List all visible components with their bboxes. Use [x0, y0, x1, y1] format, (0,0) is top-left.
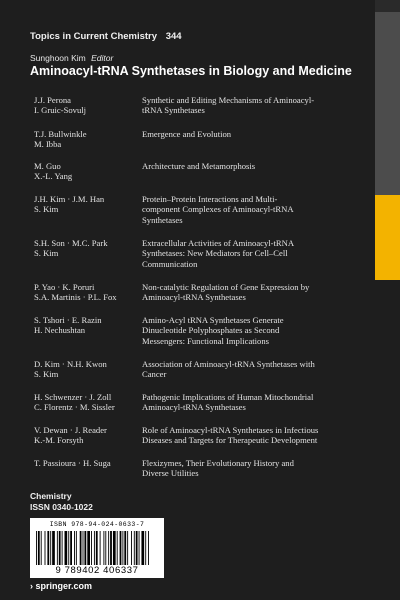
chapter-title-line: Pathogenic Implications of Human Mitochondrial [142, 392, 314, 402]
entry-chapter-title [142, 129, 364, 139]
barcode-bar [45, 531, 46, 565]
barcode-bar [83, 531, 84, 565]
entry-authors [34, 359, 139, 380]
barcode-bar [108, 531, 109, 565]
entry-authors [34, 282, 139, 303]
barcode-bar [91, 531, 92, 565]
barcode-bar [59, 531, 61, 565]
entry-authors [34, 95, 139, 116]
subject-label: Chemistry [30, 491, 72, 501]
barcode-bar [87, 531, 90, 565]
series-line [30, 31, 188, 42]
author-line: J.J. Perona [34, 95, 71, 105]
barcode-bar [94, 531, 95, 565]
author-line: D. Kim · N.H. Kwon [34, 359, 107, 369]
entry-authors [34, 425, 139, 446]
barcode-bar [139, 531, 140, 565]
author-line: T.J. Bullwinkle [34, 129, 87, 139]
barcode-bar [38, 531, 40, 565]
barcode-bar [70, 531, 72, 565]
entry-chapter-title [142, 425, 364, 446]
author-line: S. Kim [34, 248, 59, 259]
entry-chapter-title [142, 458, 364, 479]
author-line: S. Tshori · E. Razin [34, 315, 102, 325]
series-volume: 344 [165, 31, 182, 42]
barcode-bar [120, 531, 122, 565]
chapter-title-line: Cancer [142, 369, 167, 380]
author-line: P. Yao · K. Poruri [34, 282, 95, 292]
entry-chapter-title [142, 194, 364, 225]
author-line: X.-L. Yang [34, 171, 73, 182]
barcode-bar [103, 531, 104, 565]
chapter-title-line: Aminoacyl-tRNA Synthetases [142, 292, 246, 303]
barcode-bar [117, 531, 118, 565]
chapter-title-line: Synthetic and Editing Mechanisms of Aminoacyl- [142, 95, 315, 105]
entry-chapter-title [142, 392, 364, 413]
author-line: K.-M. Forsyth [34, 435, 84, 446]
chapter-title-line: Protein–Protein Interactions and Multi- [142, 194, 278, 204]
isbn-label: ISBN 978-94-024-0633-7 [49, 521, 145, 528]
editor-role: Editor [91, 53, 114, 63]
chapter-title-line: Communication [142, 258, 198, 269]
chapter-title-line: Aminoacyl-tRNA Synthetases [142, 402, 246, 413]
chapter-title-line: Messengers: Functional Implications [142, 335, 269, 346]
barcode-bar [65, 531, 68, 565]
chapter-title-line: Association of Aminoacyl-tRNA Synthetases with [142, 359, 315, 369]
entry-chapter-title [142, 238, 364, 269]
barcode-bar [57, 531, 58, 565]
series-name: Topics in Current Chemistry [30, 31, 158, 42]
barcode-bar [84, 531, 86, 565]
author-line: V. Dewan · J. Reader [34, 425, 107, 435]
website-link[interactable]: › springer.com [30, 581, 93, 591]
editor-name: Sunghoon Kim [30, 53, 86, 63]
chapter-title-line: Dinucleotide Polyphosphates as Second [142, 325, 280, 336]
barcode-bar [113, 531, 116, 565]
barcode-bar [36, 531, 37, 565]
barcode-bar [52, 531, 55, 565]
author-line: T. Passioura · H. Suga [34, 458, 111, 468]
chapter-title-line: Flexizymes, Their Evolutionary History and [142, 458, 294, 468]
chapter-title-line: Diseases and Targets for Therapeutic Development [142, 435, 318, 446]
barcode-bar [134, 531, 135, 565]
entry-chapter-title [142, 315, 364, 346]
entry-authors [34, 315, 139, 336]
entry-authors [34, 161, 139, 182]
chapter-title-line: Architecture and Metamorphosis [142, 161, 256, 171]
chapter-title-line: Role of Aminoacyl-tRNA Synthetases in Infectious [142, 425, 319, 435]
author-line: C. Florentz · M. Sissler [34, 402, 115, 413]
author-line: I. Gruic-Sovulj [34, 105, 87, 116]
chapter-title-line: Synthetases [142, 214, 183, 225]
barcode-digits: 9 789402 406337 [55, 565, 139, 576]
barcode-bar [148, 531, 149, 565]
author-line: S. Kim [34, 204, 59, 215]
author-line: J.H. Kim · J.M. Han [34, 194, 105, 204]
barcode-bar [110, 531, 112, 565]
author-line: M. Guo [34, 161, 61, 171]
chapter-title-line: Synthetases: New Mediators for Cell–Cell [142, 248, 288, 259]
chapter-title-line: Emergence and Evolution [142, 129, 232, 139]
editor-line [30, 53, 113, 63]
spine-stripe-bottom [375, 280, 400, 600]
entry-authors [34, 194, 139, 215]
author-line: S.H. Son · M.C. Park [34, 238, 108, 248]
barcode-bar [96, 531, 98, 565]
barcode-bar [100, 531, 101, 565]
chapter-title-line: Non-catalytic Regulation of Gene Expression by [142, 282, 310, 292]
entry-authors [34, 458, 139, 468]
spine-stripe-top [375, 0, 400, 12]
author-line: H. Schwenzer · J. Zoll [34, 392, 112, 402]
barcode-bar [127, 531, 128, 565]
barcode-bar [80, 531, 82, 565]
author-line: M. Ibba [34, 139, 62, 150]
chapter-title-line: Extracellular Activities of Aminoacyl-tRNA [142, 238, 295, 248]
chapter-title-line: tRNA Synthetases [142, 105, 205, 116]
barcode-bar [124, 531, 126, 565]
barcode-bar [105, 531, 106, 565]
barcode-bar [145, 531, 146, 565]
entry-authors [34, 129, 139, 150]
entry-authors [34, 238, 139, 259]
barcode-bar [68, 531, 69, 565]
entry-chapter-title [142, 359, 364, 380]
chapter-title-line: component Complexes of Aminoacyl-tRNA [142, 204, 294, 215]
barcode-bar [76, 531, 77, 565]
barcode-bar [141, 531, 144, 565]
issn-label: ISSN 0340-1022 [30, 502, 93, 512]
book-title: Aminoacyl-tRNA Synthetases in Biology and Medicine [30, 64, 352, 78]
barcode-bar [131, 531, 132, 565]
barcode-bar [47, 531, 49, 565]
barcode-panel [30, 518, 164, 578]
barcode-graphic [36, 531, 158, 565]
barcode-bar [41, 531, 42, 565]
entry-chapter-title [142, 95, 364, 116]
entry-chapter-title [142, 161, 364, 171]
author-line: S. Kim [34, 369, 59, 380]
entry-chapter-title [142, 282, 364, 303]
chapter-title-line: Amino-Acyl tRNA Synthetases Generate [142, 315, 284, 325]
barcode-bar [136, 531, 138, 565]
barcode-bar [50, 531, 51, 565]
entry-authors [34, 392, 139, 413]
author-line: H. Nechushtan [34, 325, 86, 336]
author-line: S.A. Martinis · P.L. Fox [34, 292, 117, 303]
spine-stripe-yellow [375, 195, 400, 280]
spine-stripe-gray [375, 12, 400, 195]
barcode-bar [122, 531, 123, 565]
barcode-bar [62, 531, 63, 565]
barcode-bar [74, 531, 75, 565]
chapter-title-line: Diverse Utilities [142, 468, 199, 479]
